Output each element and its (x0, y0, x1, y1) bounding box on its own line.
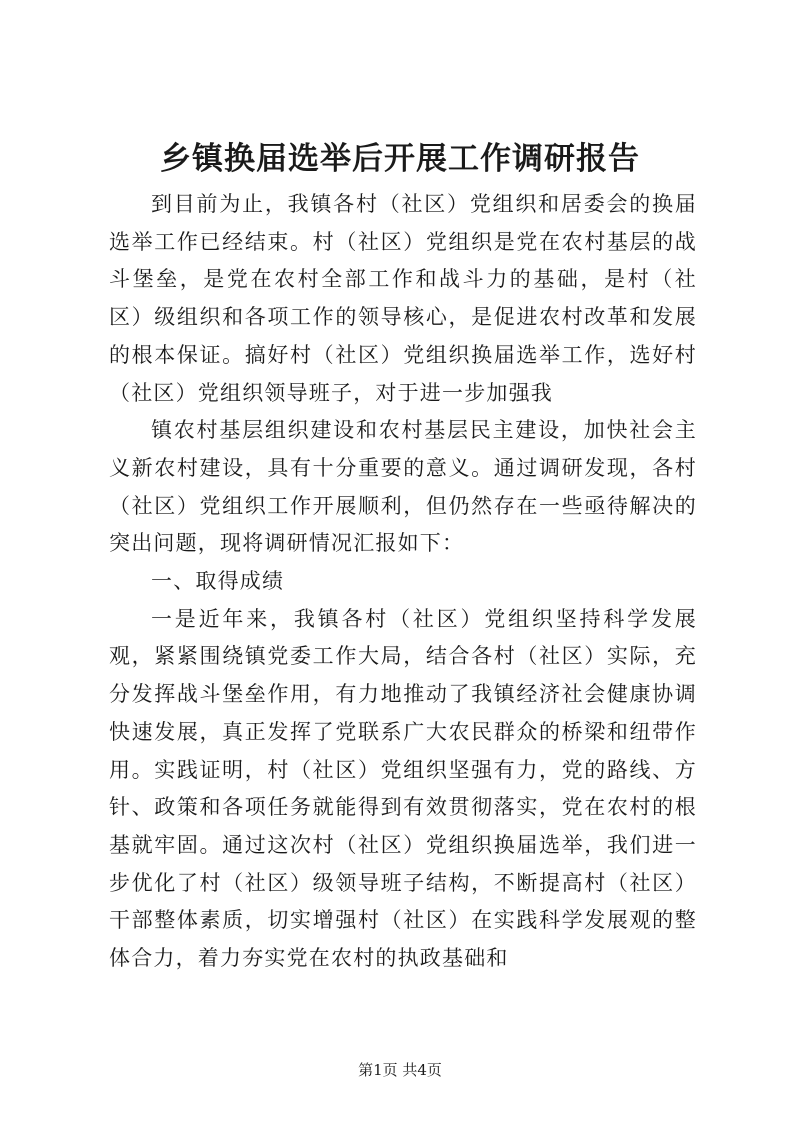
paragraph-achievement-one: 一是近年来，我镇各村（社区）党组织坚持科学发展观，紧紧围绕镇党委工作大局，结合各村（社区）实际，充分发挥战斗堡垒作用，有力地推动了我镇经济社会健康协调快速发展，真正发挥了党联系广大农民群众的桥梁和纽带作用。实践证明，村（社区）党组织坚强有力，党的路线、方针、政策和各项任务就能得到有效贯彻落实，党在农村的根基就牢固。通过这次村（社区）党组织换届选举，我们进一步优化了村（社区）级领导班子结构，不断提高村（社区）干部整体素质，切实增强村（社区）在实践科学发展观的整体合力，着力夯实党在农村的执政基础和 (109, 606, 697, 971)
section-heading-achievements: 一、取得成绩 (151, 569, 285, 594)
paragraph-intro: 到目前为止，我镇各村（社区）党组织和居委会的换届选举工作已经结束。村（社区）党组织是党在农村基层的战斗堡垒，是党在农村全部工作和战斗力的基础，是村（社区）级组织和各项工作的领导核心，是促进农村改革和发展的根本保证。搞好村（社区）党组织换届选举工作，选好村（社区）党组织领导班子，对于进一步加强我 (109, 192, 697, 405)
page-number-footer: 第1页 共4页 (358, 1061, 442, 1079)
document-body (109, 186, 697, 978)
paragraph-significance: 镇农村基层组织建设和农村基层民主建设，加快社会主义新农村建设，具有十分重要的意义。通过调研发现，各村（社区）党组织工作开展顺利，但仍然存在一些亟待解决的突出问题，现将调研情况汇报如下： (109, 418, 697, 556)
document-title: 乡镇换届选举后开展工作调研报告 (160, 141, 640, 177)
